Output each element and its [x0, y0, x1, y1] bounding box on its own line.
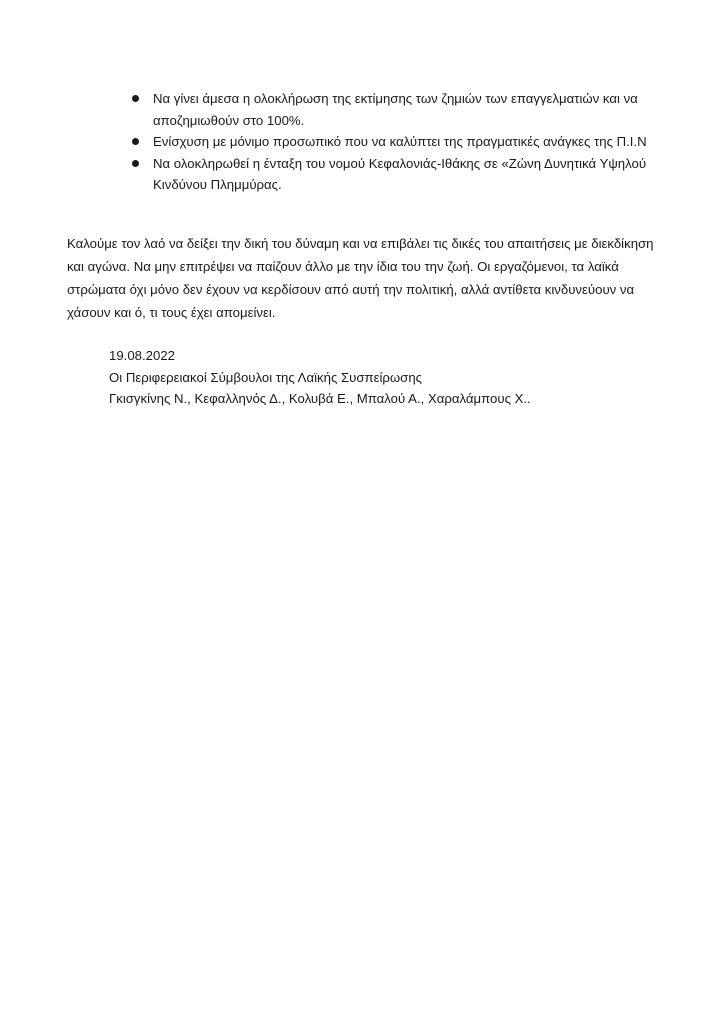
list-item: [130, 153, 670, 196]
bullet-icon: [132, 138, 139, 145]
signature-block: [109, 345, 669, 410]
signature-group: Οι Περιφερειακοί Σύμβουλοι της Λαϊκής Συσπείρωσης: [109, 369, 423, 385]
list-item: [130, 88, 670, 131]
signature-names: Γκισγκίνης Ν., Κεφαλληνός Δ., Κολυβά Ε., Μπαλού Α., Χαραλάμπους Χ..: [109, 391, 531, 406]
bullet-icon: [132, 160, 139, 167]
list-item: [130, 131, 670, 153]
body-paragraph: Καλούμε τον λαό να δείξει την δική του δύναμη και να επιβάλει τις δικές του απαιτήσεις με διεκδίκηση και αγώνα. Να μην επιτρέψει να παίζουν άλλο με την ίδια του την ζωή. Οι εργαζόμενοι, τα λαϊκά στρώματα όχι μόνο δεν έχουν να κερδίσουν από αυτή την πολιτική, αλλά αντίθετα κινδυνεύουν να χάσουν και ό, τι τους έχει απομείνει.: [67, 236, 654, 320]
list-item-text: Να γίνει άμεσα η ολοκλήρωση της εκτίμησης των ζημιών των επαγγελματιών και να αποζημιωθούν στο 100%.: [153, 91, 638, 128]
signature-date: 19.08.2022: [109, 348, 176, 363]
list-item-text: Ενίσχυση με μόνιμο προσωπικό που να καλύπτει της πραγματικές ανάγκες της Π.Ι.Ν: [153, 134, 647, 149]
list-item-text: Να ολοκληρωθεί η ένταξη του νομού Κεφαλονιάς-Ιθάκης σε «Ζώνη Δυνητικά Υψηλού Κινδύνου Πλημμύρας.: [153, 155, 647, 192]
demands-list: [130, 88, 670, 196]
bullet-icon: [132, 95, 139, 102]
